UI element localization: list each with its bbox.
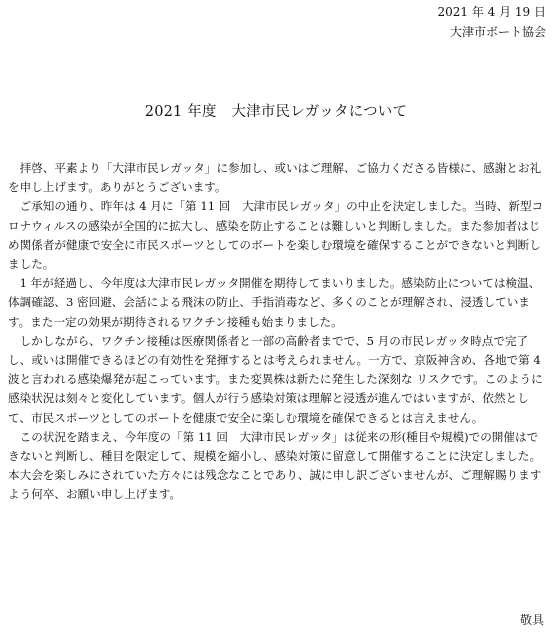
letter-date: 2021 年 4 月 19 日 (437, 5, 546, 19)
paragraph-this-year: 1 年が経過し、今年度は大津市民レガッタ開催を期待してまいりました。感染防止については検温、体調確認、3 密回避、会話による飛沫の防止、手指消毒など、多くのことが理解され、浸透しています。また一定の効果が期待されるワクチン接種も始まりました。 (8, 276, 541, 329)
letter-header (437, 2, 546, 42)
paragraph-situation: しかしながら、ワクチン接種は医療関係者と一部の高齢者までで、5 月の市民レガッタ時点で完了し、或いは開催できるほどの有効性を発揮するとは考えられません。一方で、京阪神含め、各地で第 4 波と言われる感染爆発が起こっています。また変異株は新たに発生した深刻な リスクです。このように感染状況は刻々と変化しています。個人が行う感染対策は理解と浸透が進んではいますが、依然として、市民スポーツとしてのボートを健康で安全に楽しむ環境を確保できるとは言えません。 (8, 333, 543, 425)
closing-salutation: 敬具 (519, 613, 544, 627)
paragraph-greeting: 拝啓、平素より「大津市民レガッタ」に参加し、或いはご理解、ご協力くださる皆様に、感謝とお礼を申し上げます。ありがとうございます。 (8, 161, 542, 195)
paragraph-decision: この状況を踏まえ、今年度の「第 11 回 大津市民レガッタ」は従来の形(種目や規模)での開催はできないと判断し、種目を限定して、規模を縮小し、感染対策に留意して開催することに決定しました。本大会を楽しみにされていた方々には残念なことであり、誠に申し訳ございませんが、ご理解賜りますよう何卒、お願い申し上げます。 (8, 429, 542, 502)
letter-body (8, 159, 548, 505)
paragraph-last-year: ご承知の通り、昨年は 4 月に「第 11 回 大津市民レガッタ」の中止を決定しました。当時、新型コロナウィルスの感染が全国的に拡大し、感染を防止することは難しいと判断しました。また参加者はじめ関係者が健康で安全に市民スポーツとしてのボートを楽しむ環境を確保することができないと判断しました。 (8, 199, 544, 272)
sender-organization: 大津市ボート協会 (449, 25, 546, 39)
document-title: 2021 年度 大津市民レガッタについて (144, 104, 408, 120)
